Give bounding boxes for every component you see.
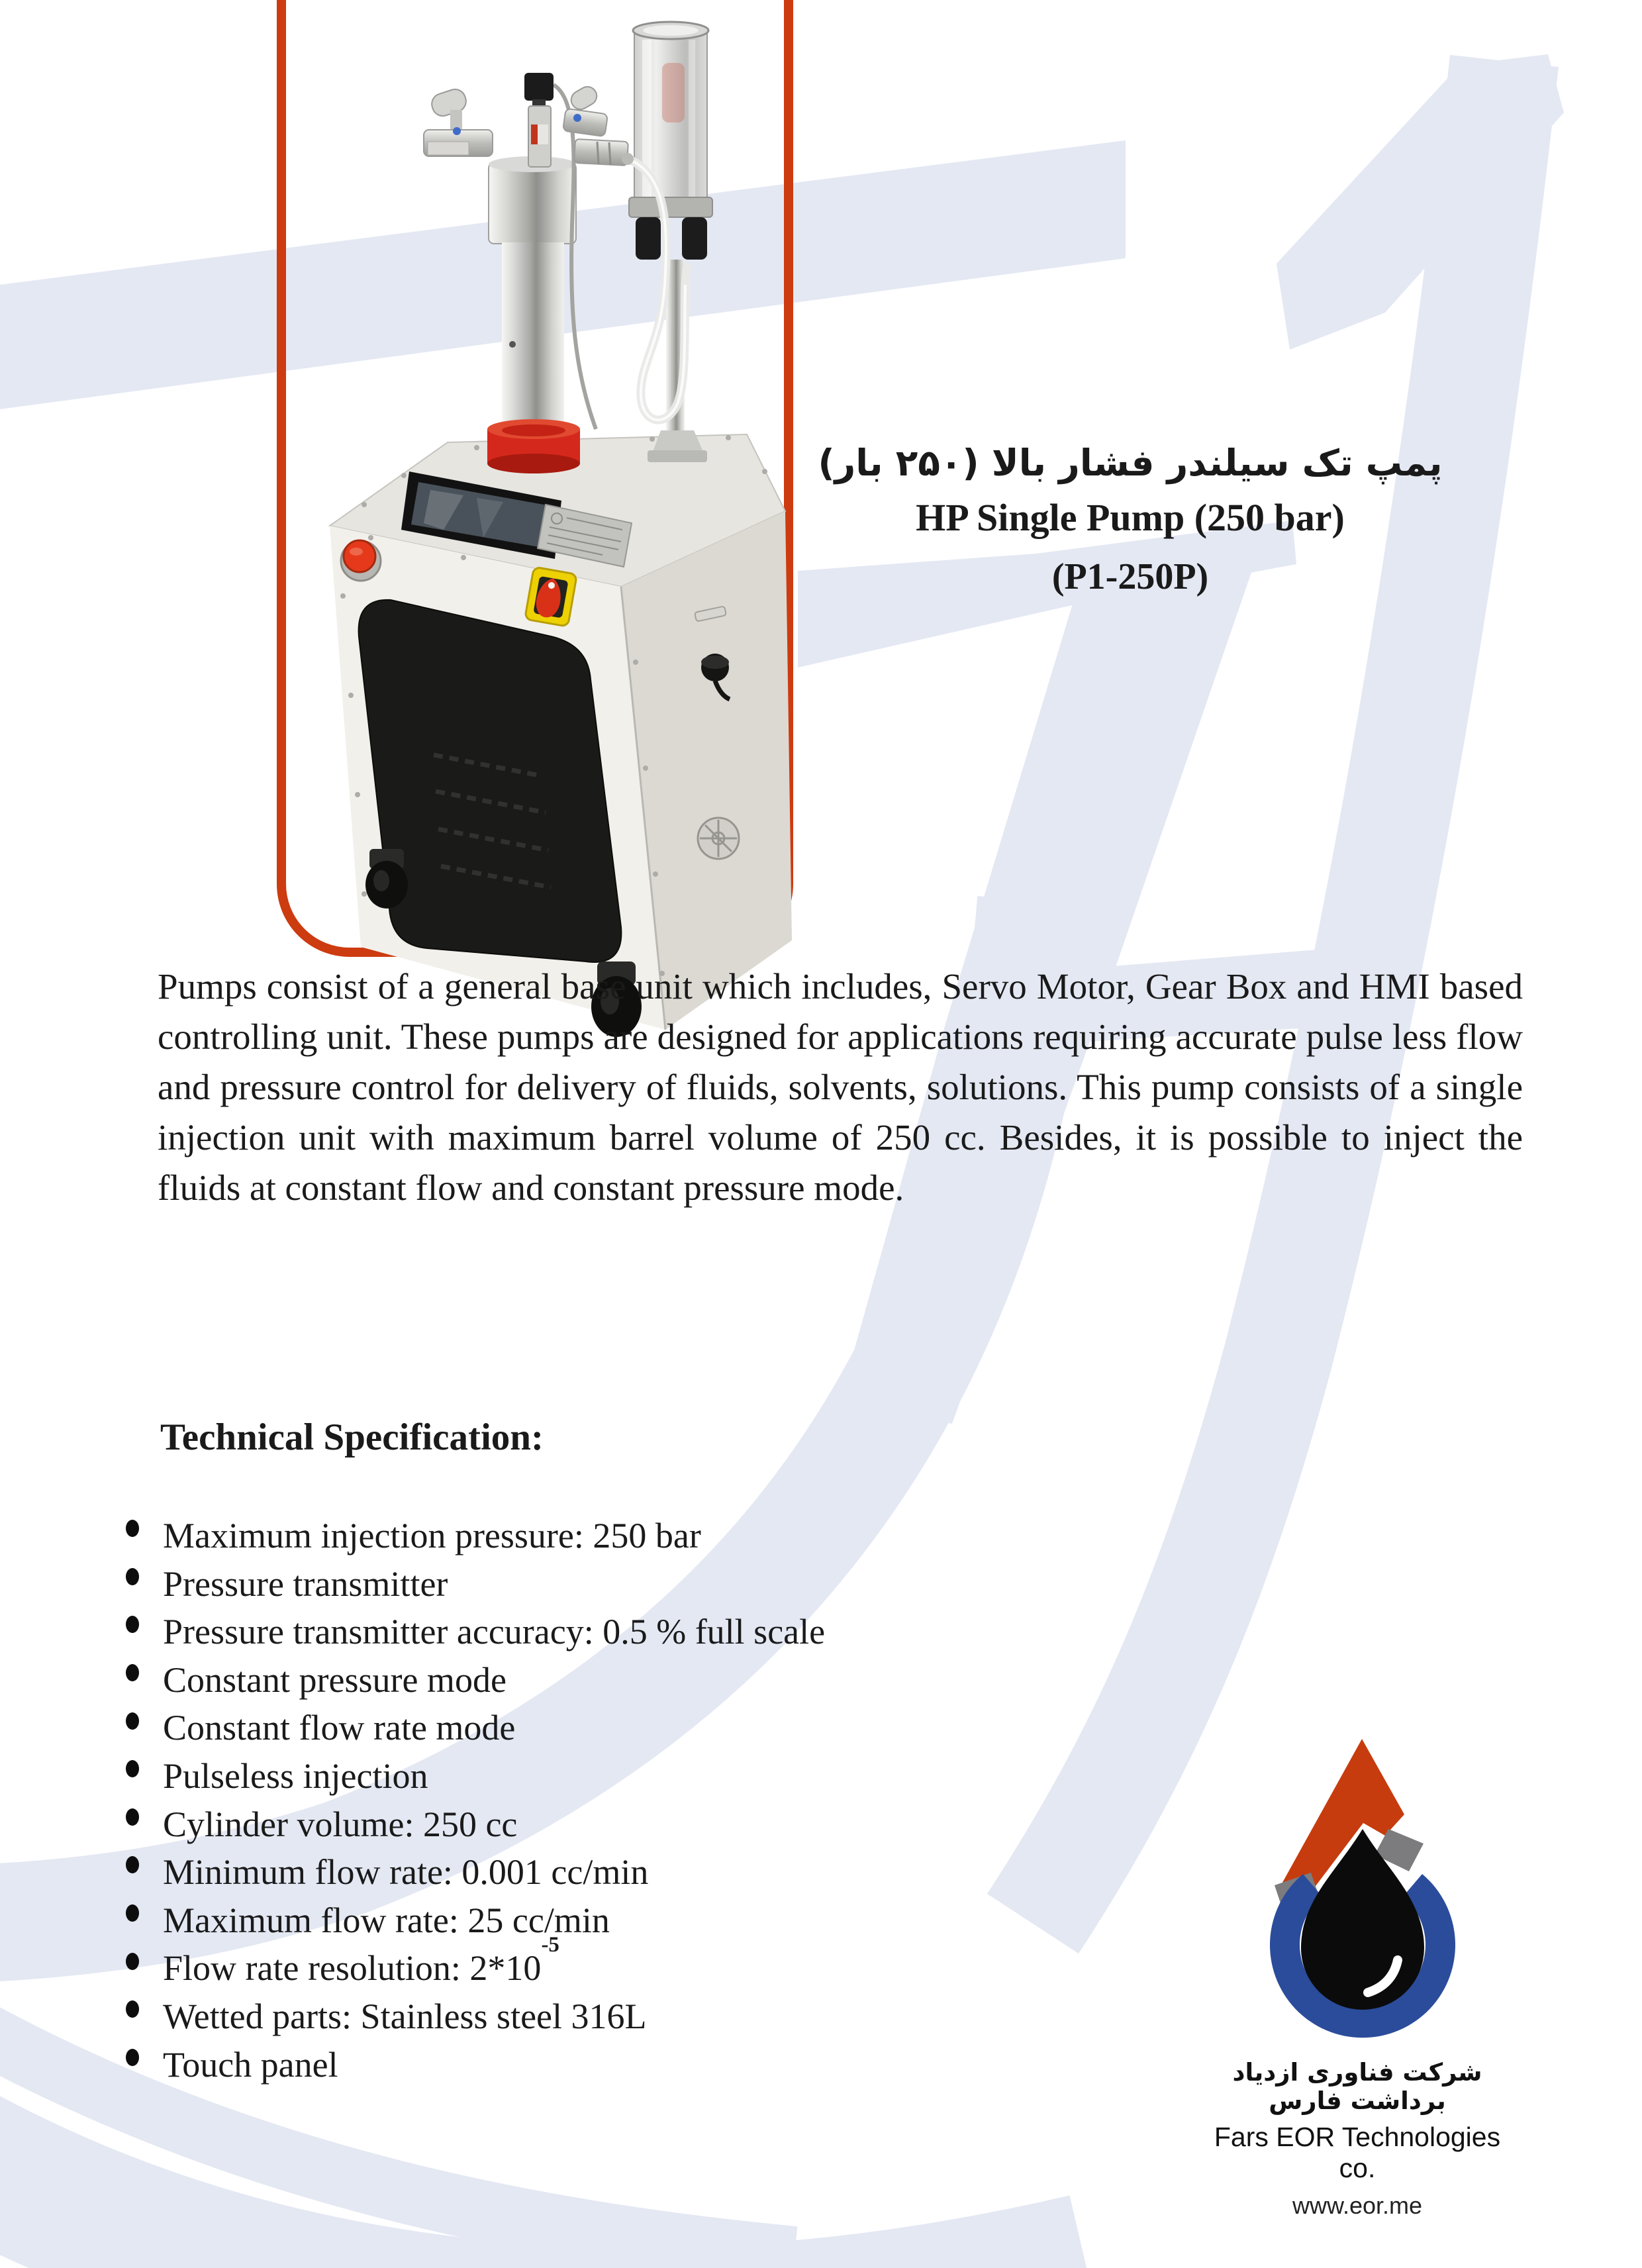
spec-text: Touch panel <box>163 2044 338 2085</box>
spec-item <box>124 1649 825 1700</box>
inlet-valve <box>424 87 493 156</box>
bullet-icon <box>126 1760 139 1777</box>
spec-item <box>124 1601 826 1652</box>
cylinder-base-collar <box>487 419 580 473</box>
product-description: Pumps consist of a general base unit which includes, Servo Motor, Gear Box and HMI based controlling unit. These pumps are designed for applications requiring accurate pulse less flow and pressure control for delivery of fluids, solvents, solutions. This pump consists of a single injection unit with maximum barrel volume of 250 cc. Besides, it is possible to inject the fluids at constant flow and constant pressure mode. <box>158 966 1523 1208</box>
spec-text: Minimum flow rate: 0.001 cc/min <box>163 1852 649 1893</box>
front-vent-panel <box>359 600 622 962</box>
spec-item <box>124 1793 825 1842</box>
spec-list <box>124 1504 826 2085</box>
spec-text: Pressure transmitter accuracy: 0.5 % full scale <box>163 1612 826 1652</box>
bullet-icon <box>126 1856 139 1873</box>
spec-item <box>124 1889 825 1938</box>
emergency-stop-button[interactable] <box>341 540 381 581</box>
bullet-icon <box>126 2000 139 2018</box>
bullet-icon <box>126 1664 139 1681</box>
product-title-fa: پمپ تک سیلندر فشار بالا (۲۵۰ بار) <box>818 442 1443 484</box>
spec-item <box>124 1553 825 1604</box>
cabinet <box>330 434 792 1037</box>
bullet-icon <box>126 1904 139 1922</box>
spec-text: Wetted parts: Stainless steel 316L <box>163 1996 647 2036</box>
product-model-code: (P1-250P) <box>1051 556 1209 598</box>
company-logo-droplet-icon <box>1248 1730 1467 2054</box>
bullet-icon <box>126 1520 139 1537</box>
spec-text: Pulseless injection <box>163 1755 428 1796</box>
company-website: www.eor.me <box>1292 2192 1423 2219</box>
spec-text: Pressure transmitter <box>163 1563 448 1604</box>
power-rotary-switch[interactable] <box>525 567 577 626</box>
bullet-icon <box>126 1712 139 1730</box>
title-block <box>802 442 1458 598</box>
product-title-en: HP Single Pump (250 bar) <box>916 496 1345 540</box>
bullet-icon <box>126 1953 139 1970</box>
spec-item <box>124 1745 825 1796</box>
spec-text: Maximum injection pressure: 250 bar <box>163 1516 701 1555</box>
fan-grille <box>698 818 739 859</box>
spec-text: Constant pressure mode <box>163 1659 507 1700</box>
spec-item <box>124 1985 825 2034</box>
company-name-en: Fars EOR Technologies co. <box>1214 2122 1501 2183</box>
bullet-icon <box>126 2049 139 2066</box>
spec-item <box>124 1504 825 1553</box>
spec-text: Flow rate resolution: 2*10 <box>163 1948 542 1989</box>
product-photo-pump-unit <box>265 0 814 1060</box>
spec-item <box>124 1697 825 1748</box>
brand-block <box>1212 1730 1503 2220</box>
spec-text: Cylinder volume: 250 cc <box>163 1804 518 1844</box>
spec-text: Maximum flow rate: 25 cc/min <box>163 1900 610 1940</box>
company-name-fa: شرکت فناوری ازدیاد برداشت فارس <box>1232 2058 1482 2115</box>
spec-item <box>124 2034 825 2085</box>
spec-text: Constant flow rate mode <box>163 1708 516 1748</box>
spec-item <box>124 1841 825 1893</box>
spec-superscript: -5 <box>541 1933 559 1957</box>
spec-item <box>124 1933 825 1989</box>
spec-heading: Technical Specification: <box>160 1416 544 1458</box>
bullet-icon <box>126 1568 139 1585</box>
bullet-icon <box>126 1808 139 1826</box>
bullet-icon <box>126 1616 139 1633</box>
